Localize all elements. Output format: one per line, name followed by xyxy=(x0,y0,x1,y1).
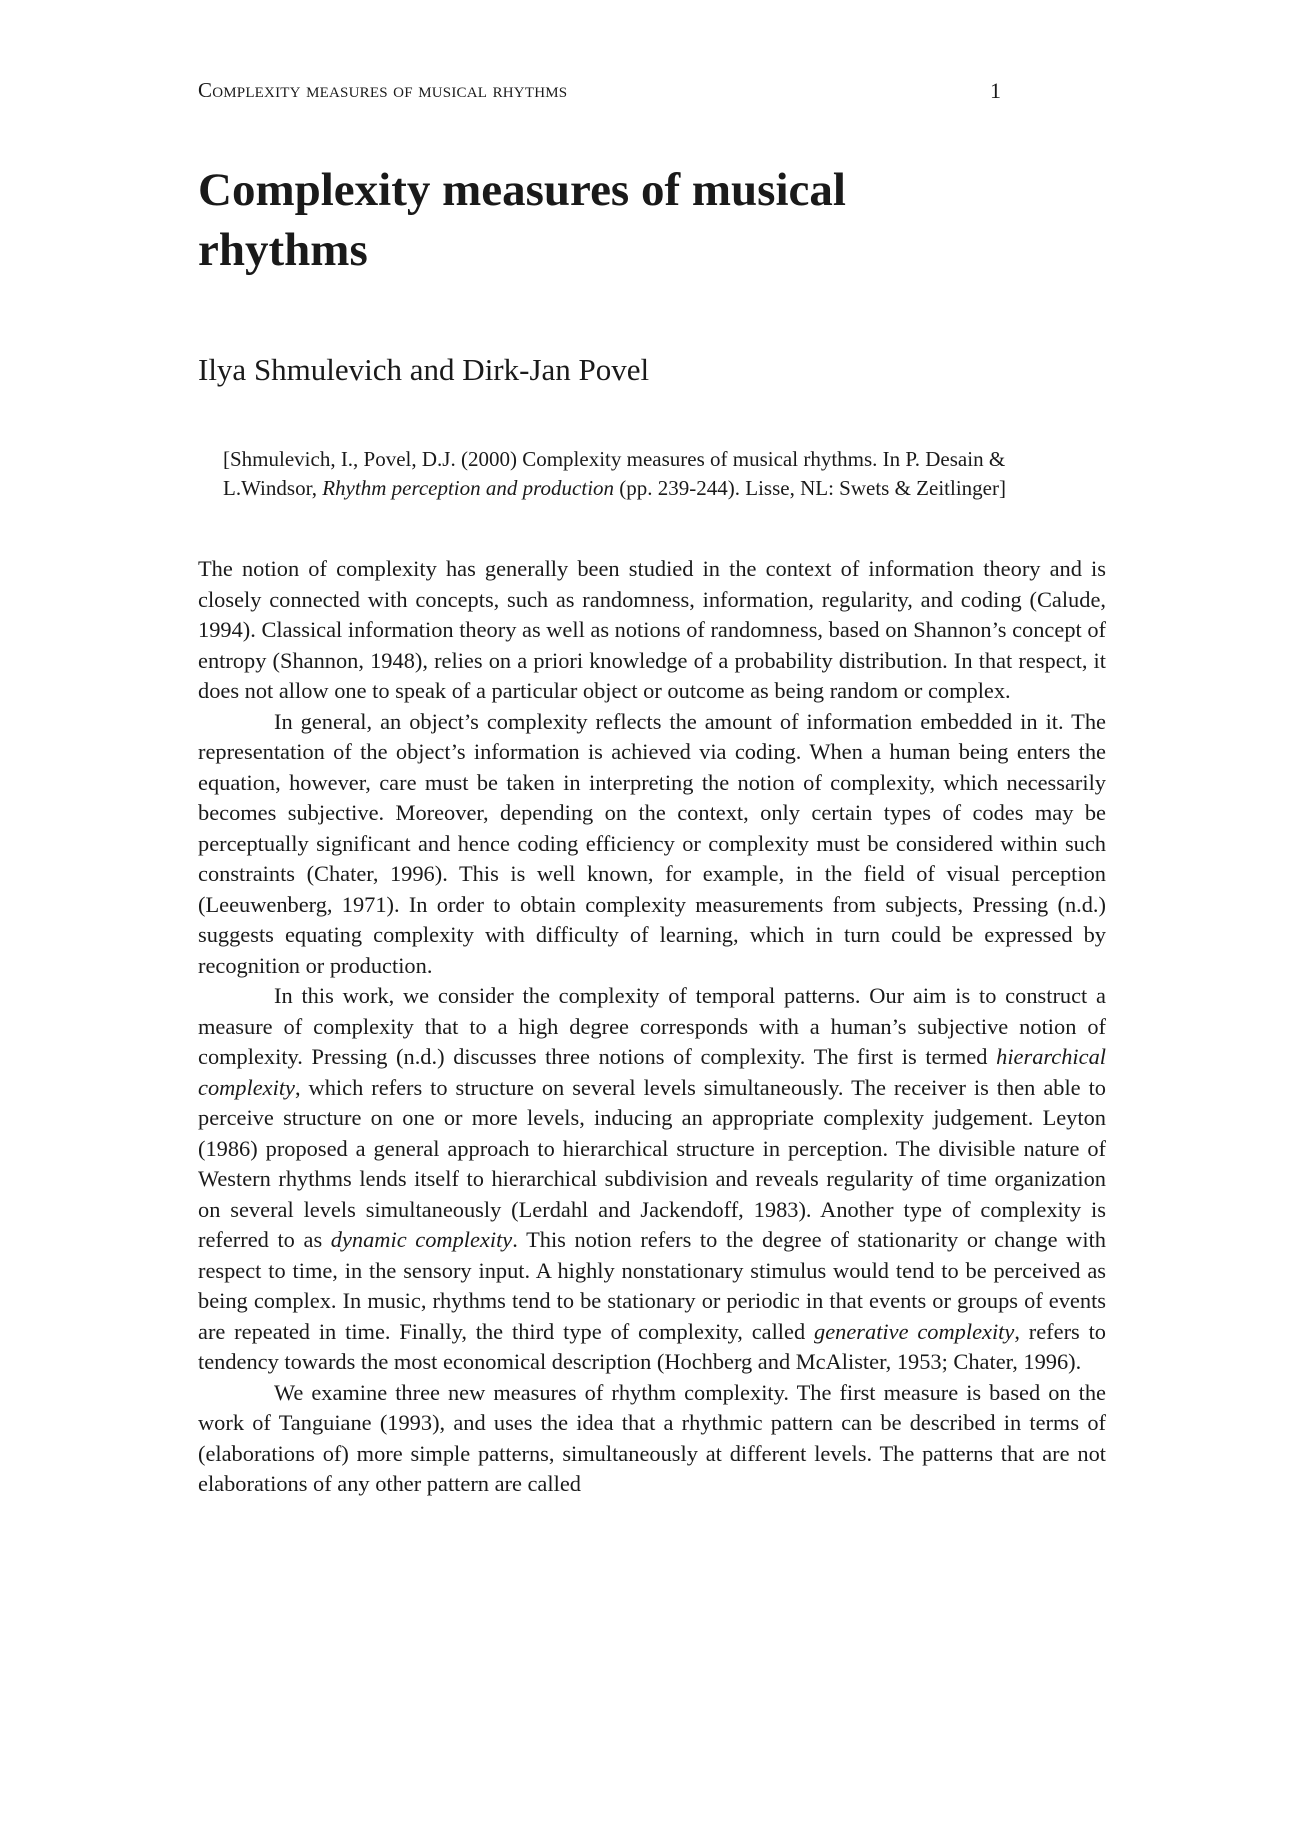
authors: Ilya Shmulevich and Dirk-Jan Povel xyxy=(198,352,650,387)
page-number: 1 xyxy=(990,78,1001,103)
paragraph-3 xyxy=(198,981,1106,1378)
citation-text: [Shmulevich, I., Povel, D.J. (2000) Complexity measures of musical rhythms. In P. Desain & L.Windsor, xyxy=(223,447,1006,500)
paragraph-3-text-c: . This notion refers to the degree of stationarity or change with respect to time, in the sensory input. A highly nonstationary stimulus would tend to be perceived as being complex. In music, rhythms tend to be stationary or periodic in that events or groups of events are repeated in time. Finally, the third type of complexity, called xyxy=(198,1227,1106,1344)
title-line-1: Complexity measures of musical xyxy=(198,164,846,216)
paragraph-4: We examine three new measures of rhythm complexity. The first measure is based on the work of Tanguiane (1993), and uses the idea that a rhythmic pattern can be described in terms of (elaborations of) more simple patterns, simultaneously at different levels. The patterns that are not elaborations of any other pattern are called xyxy=(198,1379,1106,1496)
paragraph-3-text-a: In this work, we consider the complexity of temporal patterns. Our aim is to construct a measure of complexity that to a high degree corresponds with a human’s subjective notion of complexity. Pressing (n.d.) discusses three notions of complexity. The first is termed xyxy=(198,983,1106,1069)
citation-book-title: Rhythm perception and production xyxy=(322,476,615,500)
citation xyxy=(223,445,1103,503)
running-header: Complexity measures of musical rhythms xyxy=(198,78,568,102)
body-text xyxy=(198,554,1106,1500)
term-generative-complexity: generative complexity xyxy=(814,1318,1015,1344)
paper-title xyxy=(198,160,998,280)
paragraph-3-text-b: , which refers to structure on several levels simultaneously. The receiver is then able to perceive structure on one or more levels, inducing an appropriate complexity judgement. Leyton (1986) proposed a general approach to hierarchical structure in perception. The divisible nature of Western rhythms lends itself to hierarchical subdivision and reveals regularity of time organization on several levels simultaneously (Lerdahl and Jackendoff, 1983). Another type of complexity is referred to as xyxy=(198,1074,1106,1252)
paragraph-1: The notion of complexity has generally been studied in the context of information theory and is closely connected with concepts, such as randomness, information, regularity, and coding (Calude, 1994). Classical information theory as well as notions of randomness, based on Shannon’s concept of entropy (Shannon, 1948), relies on a priori knowledge of a probability distribution. In that respect, it does not allow one to speak of a particular object or outcome as being random or complex. xyxy=(198,556,1106,703)
title-line-2: rhythms xyxy=(198,224,368,276)
paragraph-2: In general, an object’s complexity reflects the amount of information embedded in it. The representation of the object’s information is achieved via coding. When a human being enters the equation, however, care must be taken in interpreting the notion of complexity, which necessarily becomes subjective. Moreover, depending on the context, only certain types of codes may be perceptually significant and hence coding efficiency or complexity must be considered within such constraints (Chater, 1996). This is well known, for example, in the field of visual perception (Leeuwenberg, 1971). In order to obtain complexity measurements from subjects, Pressing (n.d.) suggests equating complexity with difficulty of learning, which in turn could be expressed by recognition or production. xyxy=(198,708,1106,978)
term-hierarchical-complexity: hierarchical complexity xyxy=(198,1044,1106,1100)
term-dynamic-complexity: dynamic complexity xyxy=(330,1227,513,1252)
paragraph-3-text-d: , refers to tendency towards the most economical description (Hochberg and McAlister, 1953; Chater, 1996). xyxy=(198,1318,1107,1374)
citation-pages: (pp. 239-244). Lisse, NL: Swets & Zeitlinger] xyxy=(614,476,1006,500)
